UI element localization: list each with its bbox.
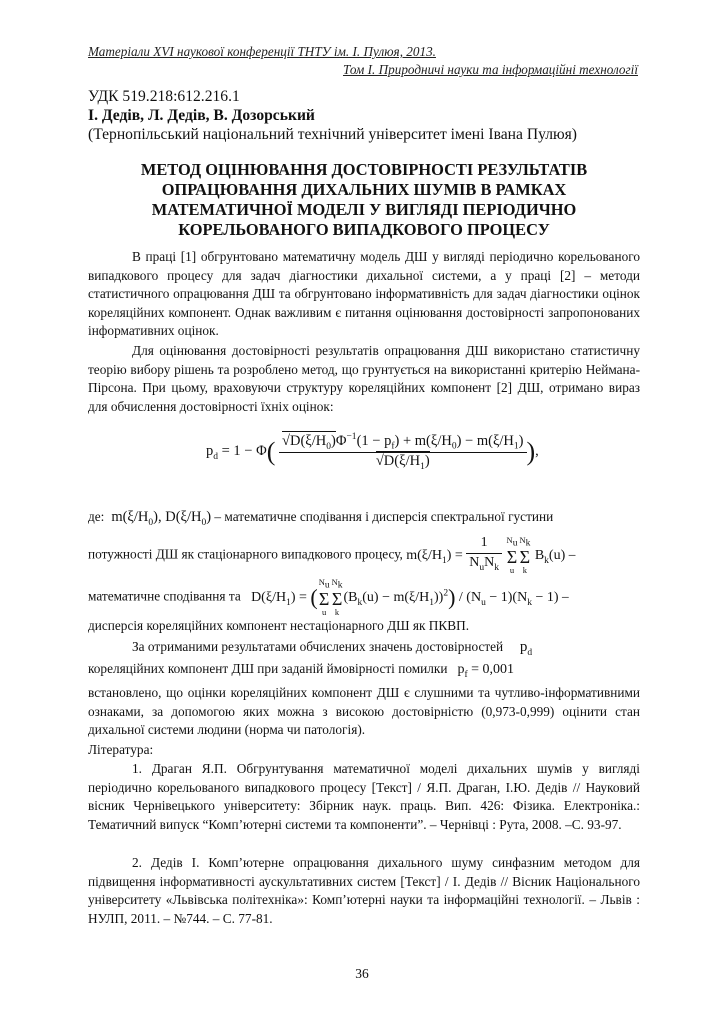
udc-code: УДК 519.218:612.216.1 [88,88,240,105]
paragraph-3-line-c: встановлено, що оцінки кореляційних компонент ДШ є слушними та чутливо-інформативними ознаками, за допомогою яких можна з високою достовірністю (0,973-0,999) оцінити стан дихальної системи людини (норма чи патологія). [88,685,640,738]
paragraph-3-line-a: За отриманими результатами обчислених значень достовірностей $p_d$ [132,639,533,658]
running-header-conference: Матеріали XVI наукової конференції ТНТУ ім. І. Пулюя, 2013. [88,44,436,59]
paragraph-2 [88,342,640,416]
reference-2-text: 2. Дедів І. Комп’ютерне опрацювання дихального шуму синфазним методом для підвищення інформативності аускультативних систем [Текст] / І. Дедів // Вісник Національного університету «Львівська політехніка»: Комп’ютерні науки та інформаційні технології. – Львів : НУЛП, 2011. – №744. – С. 77-81. [88,855,640,926]
affiliation: (Тернопільський національний технічний університет імені Івана Пулюя) [88,126,577,143]
where-formula: $m(\xi/H_0)$, $D(\xi/H_0)$ [107,509,212,528]
reference-1 [88,760,640,834]
dispersion-line [88,578,640,617]
reliability-formula: $p_d = 1 - \Phi$( $\frac{√D(\xi/H_0)\Phi^{-1}(1 - p_f) + m(\xi/H_0) - m(\xi/H_1)}{√D(\xi/H_1)}$ ), [206,432,539,472]
dash: – [562,588,569,604]
dispersion-text: дисперсія кореляційних компонент нестаціонарного ДШ як ПКВП. [88,618,470,633]
paragraph-2-text: Для оцінювання достовірності результатів опрацювання ДШ використано статистичну теорію вибору рішень та розроблено метод, що грунтується на використанні критерію Неймана-Пірсона. При цьому, враховуючи структуру кореляційних компонент [2] ДШ, отримано вираз для обчислення достовірності їхніх оцінок: [88,343,640,414]
title-line: ОПРАЦЮВАННЯ ДИХАЛЬНИХ ШУМІВ В РАМКАХ [161,180,567,199]
power-line [88,534,640,577]
where-line [88,508,640,532]
mean-formula: $m(\xi/H_1)$ = $\frac{1}{N_uN_k}$ $N_u$ Σ $uN_k$ Σ k $B_k(u)$ [406,535,569,575]
dash: – [568,546,576,562]
reference-2 [88,854,640,928]
running-header-volume: Том І. Природничі науки та інформаційні технології [342,62,638,77]
dispersion-description [88,617,640,636]
title-line: КОРЕЛЬОВАНОГО ВИПАДКОВОГО ПРОЦЕСУ [178,220,550,239]
paragraph-3 [88,638,640,663]
paragraph-3c [88,684,640,740]
where-text: – математичне сподівання і дисперсія спектральної густини [214,509,554,524]
where-prefix: де: [88,509,105,524]
reference-1-text: 1. Драган Я.П. Обгрунтування математичної моделі дихальних шумів у вигляді періодично корельованого випадкового процесу [Текст] / Я.П. Драган, І.Ю. Дедів // Науковий вісник Чернівецького університету: Збірник наук. праць. Вип. 426: Фізика. Електроніка.: Тематичний випуск “Комп’ютерні системи та компоненти”. – Чернівці : Рута, 2008. –С. 93-97. [88,761,640,832]
literature-heading: Література: [88,742,154,757]
power-text: потужності ДШ як стаціонарного випадкового процесу, [88,546,403,562]
authors: І. Дедів, Л. Дедів, В. Дозорський [88,107,315,124]
paragraph-1 [88,248,640,341]
dispersion-formula: $D(\xi/H_1) = (N_u$ Σ $uN_k$ Σ $k(B_k(u) - m(\xi/H_1))^2) / (N_u - 1)(N_k - 1)$ [244,577,562,617]
paragraph-3b: кореляційних компонент ДШ при заданій ймовірності помилки $p_f = 0,001$ [88,661,515,680]
paper-title [88,160,640,240]
mean-text: математичне сподівання та [88,588,241,604]
paragraph-1-text: В праці [1] обгрунтовано математичну модель ДШ у вигляді періодично корельованого випадкового процесу для задач діагностики дихальної системи, а у праці [2] – методи статистичного опрацювання ДШ та обгрунтовано інформативність для задач діагностики оцінок кореляційних компонент. Однак важливим є питання оцінювання достовірності запропонованих інформативних оцінок. [88,249,640,339]
title-line: МЕТОД ОЦІНЮВАННЯ ДОСТОВІРНОСТІ РЕЗУЛЬТАТІВ [140,160,588,179]
title-line: МАТЕМАТИЧНОЇ МОДЕЛІ У ВИГЛЯДІ ПЕРІОДИЧНО [151,200,577,219]
paragraph-3-line-b: кореляційних компонент ДШ при заданій ймовірності помилки [88,661,448,676]
page-number: 36 [355,966,369,981]
